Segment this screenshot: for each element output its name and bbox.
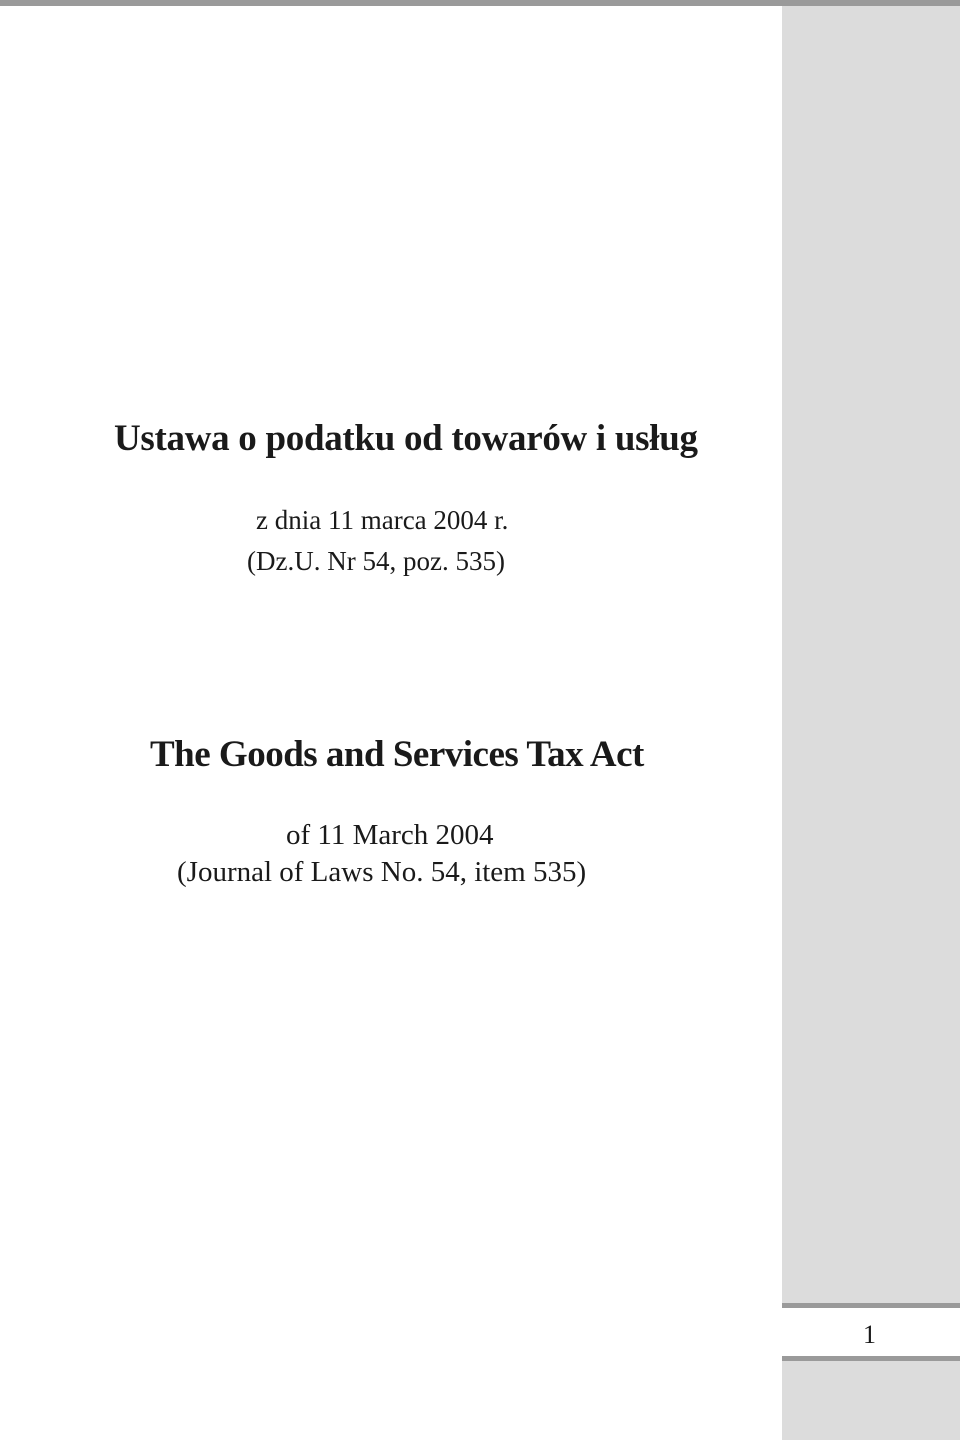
- polish-title: Ustawa o podatku od towarów i usług: [114, 418, 698, 459]
- side-margin-band: [782, 6, 960, 1440]
- page-number-box: [782, 1303, 960, 1361]
- polish-date-line: z dnia 11 marca 2004 r.: [256, 505, 509, 535]
- english-journal-line: (Journal of Laws No. 54, item 535): [177, 856, 587, 888]
- page-number: 1: [863, 1320, 876, 1349]
- english-title: The Goods and Services Tax Act: [150, 734, 644, 775]
- polish-journal-line: (Dz.U. Nr 54, poz. 535): [247, 546, 505, 576]
- english-date-line: of 11 March 2004: [286, 819, 494, 851]
